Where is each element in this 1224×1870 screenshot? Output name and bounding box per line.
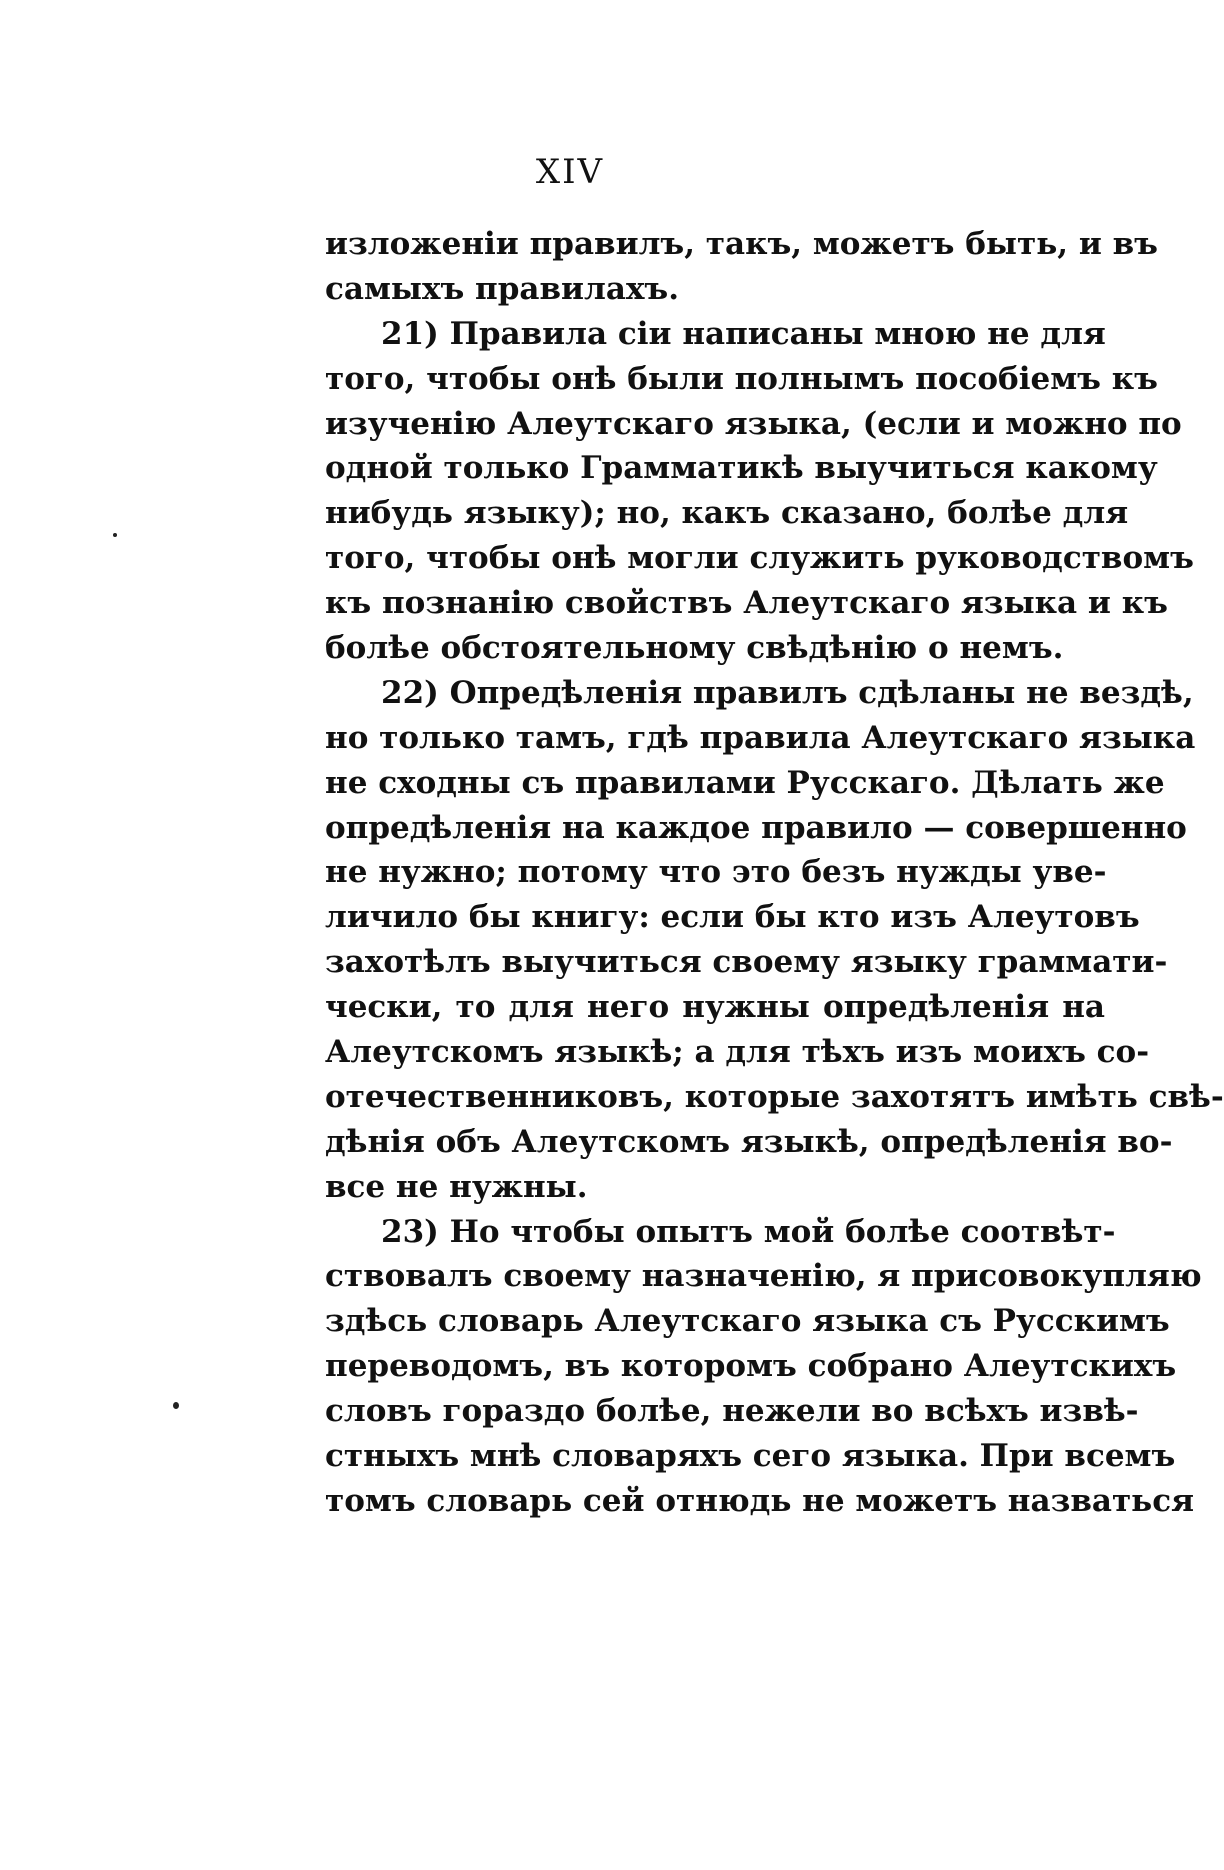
page-number: XIV — [535, 152, 605, 192]
paragraph-23-start: 23) Но чтобы опытъ мой болѣе соотвѣт- — [381, 1213, 1116, 1250]
text-line: отечественниковъ, которые захотятъ имѣть свѣ- — [325, 1078, 1224, 1115]
text-line: одной только Грамматикѣ выучиться какому — [325, 450, 1158, 487]
text-line: здѣсь словарь Алеутскаго языка съ Русскимъ — [325, 1303, 1170, 1340]
text-line: томъ словарь сей отнюдь не можетъ назваться — [325, 1482, 1194, 1519]
text-line: нибудь языку); но, какъ сказано, болѣе для — [325, 495, 1129, 532]
text-line: не сходны съ правилами Русскаго. Дѣлать же — [325, 764, 1165, 801]
text-line: самыхъ правилахъ. — [325, 270, 680, 307]
text-line: къ познанію свойствъ Алеутскаго языка и къ — [325, 585, 1168, 622]
ink-speck — [113, 533, 117, 537]
text-line: Алеутскомъ языкѣ; а для тѣхъ изъ моихъ со- — [325, 1034, 1150, 1071]
text-line: того, чтобы онѣ могли служить руководствомъ — [325, 540, 1194, 577]
text-line: стныхъ мнѣ словаряхъ сего языка. При всемъ — [325, 1438, 1176, 1475]
text-line: переводомъ, въ которомъ собрано Алеутскихъ — [325, 1348, 1177, 1385]
text-line: словъ гораздо болѣе, нежели во всѣхъ извѣ- — [325, 1393, 1139, 1430]
text-line: не нужно; потому что это безъ нужды уве- — [325, 854, 1107, 891]
text-line: захотѣлъ выучиться своему языку граммати- — [325, 944, 1168, 981]
paragraph-22-start: 22) Опредѣленія правилъ сдѣланы не вездѣ, — [381, 674, 1194, 711]
text-line: того, чтобы онѣ были полнымъ пособіемъ къ — [325, 360, 1158, 397]
text-line: все не нужны. — [325, 1168, 588, 1205]
text-line: опредѣленія на каждое правило — совершенно — [325, 809, 1187, 846]
text-line: изложеніи правилъ, такъ, можетъ быть, и въ — [325, 226, 1158, 262]
text-line: личило бы книгу: если бы кто изъ Алеутовъ — [325, 899, 1140, 936]
text-line: ствовалъ своему назначенію, я присовокупляю — [325, 1258, 1202, 1295]
text-line: дѣнія объ Алеутскомъ языкѣ, опредѣленія во- — [325, 1123, 1173, 1160]
paragraph-21-start: 21) Правила сіи написаны мною не для — [381, 315, 1106, 352]
text-line: изученію Алеутскаго языка, (если и можно по — [325, 405, 1182, 442]
body-text — [325, 222, 1224, 1524]
ink-speck — [173, 1402, 179, 1409]
text-line: но только тамъ, гдѣ правила Алеутскаго языка — [325, 719, 1196, 756]
text-line: болѣе обстоятельному свѣдѣнію о немъ. — [325, 630, 1064, 667]
text-line: чески, то для него нужны опредѣленія на — [325, 989, 1105, 1026]
